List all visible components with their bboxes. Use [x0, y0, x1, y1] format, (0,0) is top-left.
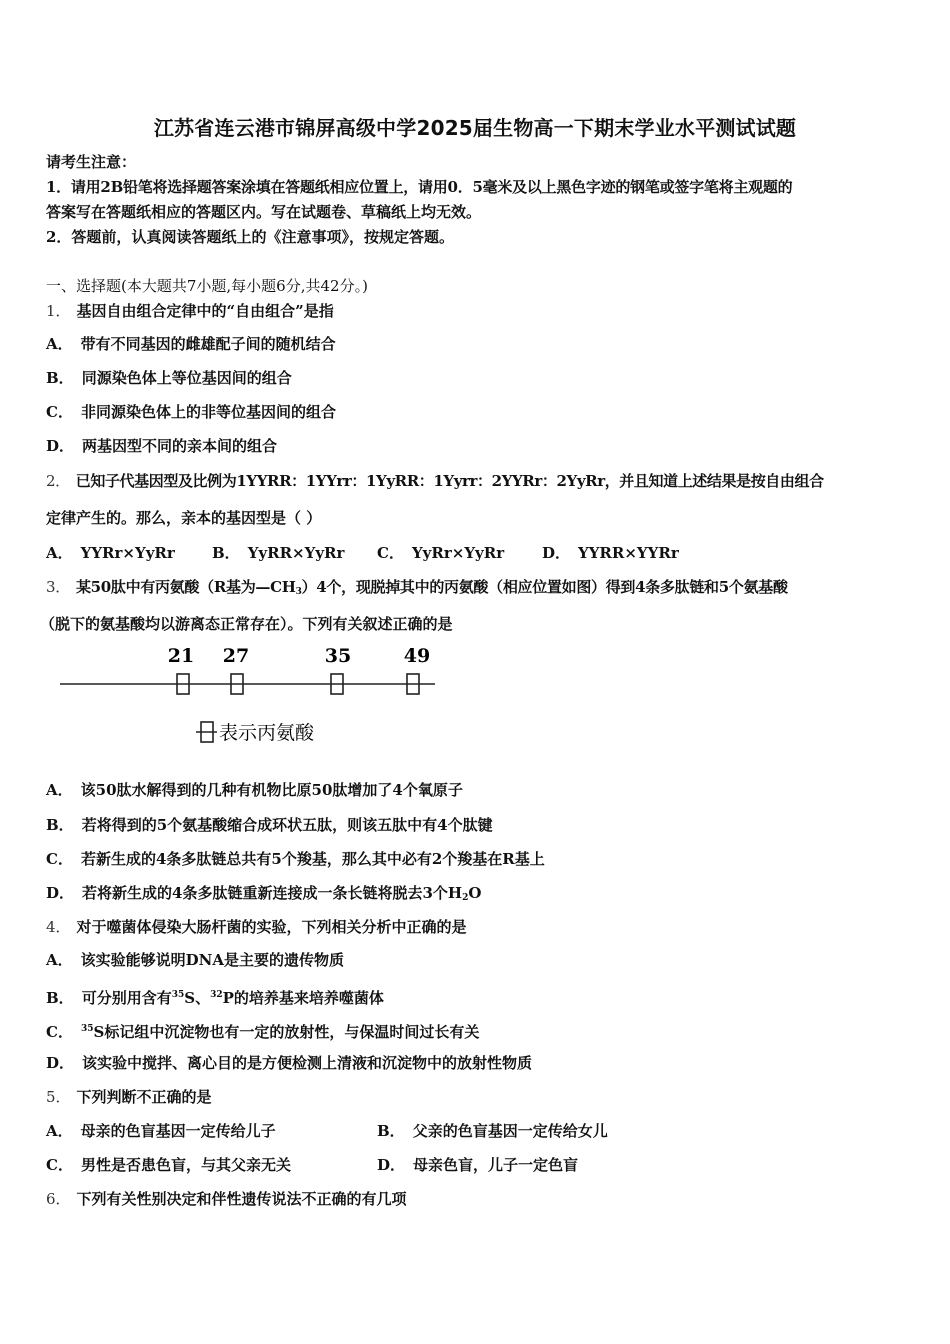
- option-text: 若将新生成的4条多肽链重新连接成一条长链将脱去3个$H_2O$: [82, 884, 482, 903]
- notice-heading: 请考生注意：: [46, 153, 137, 171]
- option-text: 可分别用含有$^{35}$S、$^{32}$P的培养基来培养噬菌体: [81, 989, 384, 1007]
- option-text: YYRR×YYRr: [578, 544, 679, 562]
- q1-option-b: [46, 368, 292, 388]
- q3-option-a: [46, 780, 463, 800]
- alanine-position-figure: [55, 640, 445, 750]
- section-heading: 一、选择题(本大题共7小题,每小题6分,共42分。): [46, 277, 368, 295]
- q4-option-c: [46, 1019, 479, 1042]
- option-text: 母亲的色盲基因一定传给儿子: [80, 1122, 276, 1140]
- question-6: [46, 1189, 407, 1209]
- q3-option-d: [46, 883, 481, 908]
- option-text: 若将得到的5个氨基酸缩合成环状五肽，则该五肽中有4个肽键: [81, 816, 493, 834]
- option-label: B．: [46, 369, 74, 387]
- question-stem: 已知子代基因型及比例为1YYRR：1YYrr：1YyRR：1Yyrr：2YYRr：2YyRr，并且知道上述结果是按自由组合: [75, 472, 824, 490]
- question-5: [46, 1087, 212, 1107]
- question-stem: 基因自由组合定律中的“自由组合”是指: [76, 302, 334, 320]
- option-text: 男性是否患色盲，与其父亲无关: [80, 1156, 291, 1174]
- q5-option-d: [377, 1155, 578, 1175]
- position-label: 27: [222, 645, 250, 667]
- option-label: B．: [46, 989, 74, 1007]
- question-2-cont: 定律产生的。那么，亲本的基因型是（ ）: [46, 509, 322, 527]
- option-text: 父亲的色盲基因一定传给女儿: [412, 1122, 608, 1140]
- question-4: [46, 917, 467, 937]
- q2-option-b: [212, 543, 344, 563]
- q1-option-d: [46, 436, 277, 456]
- question-stem: 对于噬菌体侵染大肠杆菌的实验，下列相关分析中正确的是: [76, 918, 467, 936]
- question-1: [46, 301, 334, 321]
- option-text: YyRr×YyRr: [411, 544, 505, 562]
- option-label: C．: [46, 850, 73, 868]
- option-label: D．: [46, 437, 75, 455]
- q3-option-c: [46, 849, 545, 869]
- q1-option-a: [46, 334, 336, 354]
- question-stem: 下列有关性别决定和伴性遗传说法不正确的有几项: [76, 1190, 407, 1208]
- option-label: D．: [377, 1156, 406, 1174]
- notice-line-2: 2．答题前，认真阅读答题纸上的《注意事项》，按规定答题。: [46, 228, 454, 246]
- q2-option-c: [377, 543, 504, 563]
- question-stem: 某50肽中有丙氨酸（R基为$—CH_3)4$个，现脱掉其中的丙氨酸（相应位置如图）得到4条多肽链和5个氨基酸: [75, 578, 788, 597]
- q5-option-c: [46, 1155, 291, 1175]
- option-label: A．: [46, 781, 73, 799]
- option-label: D．: [46, 1054, 75, 1072]
- position-label: 35: [324, 645, 352, 667]
- option-label: C．: [46, 1023, 73, 1041]
- option-text: 母亲色盲，儿子一定色盲: [413, 1156, 579, 1174]
- option-label: C．: [46, 403, 73, 421]
- q4-option-b: [46, 985, 384, 1008]
- q1-option-c: [46, 402, 336, 422]
- option-text: 两基因型不同的亲本间的组合: [82, 437, 278, 455]
- option-label: B．: [377, 1122, 405, 1140]
- option-text: $^{35}$S标记组中沉淀物也有一定的放射性，与保温时间过长有关: [80, 1023, 480, 1041]
- question-3: [46, 577, 788, 602]
- question-number: 4．: [46, 918, 71, 936]
- option-label: A．: [46, 1122, 73, 1140]
- option-label: D．: [542, 544, 571, 562]
- option-label: C．: [377, 544, 404, 562]
- option-text: 若新生成的4条多肽链总共有5个羧基，那么其中必有2个羧基在R基上: [80, 850, 545, 868]
- option-label: A．: [46, 335, 73, 353]
- option-text: 带有不同基因的雌雄配子间的随机结合: [80, 335, 336, 353]
- figure-legend: 表示丙氨酸: [219, 722, 315, 744]
- option-label: A．: [46, 544, 73, 562]
- q4-option-d: [46, 1053, 532, 1073]
- position-label: 21: [167, 645, 195, 667]
- question-2: [46, 471, 824, 491]
- option-label: A．: [46, 951, 73, 969]
- notice-line-1: 1．请用2B铅笔将选择题答案涂填在答题纸相应位置上，请用0．5毫米及以上黑色字迹的钢笔或签字笔将主观题的: [46, 178, 793, 196]
- notice-line-1-cont: 答案写在答题纸相应的答题区内。写在试题卷、草稿纸上均无效。: [46, 203, 482, 221]
- q2-option-a: [46, 543, 175, 563]
- q5-option-a: [46, 1121, 276, 1141]
- q5-option-b: [377, 1121, 608, 1141]
- question-3-cont: （脱下的氨基酸均以游离态正常存在）。下列有关叙述正确的是: [40, 615, 453, 633]
- option-text: YYRr×YyRr: [80, 544, 175, 562]
- option-label: C．: [46, 1156, 73, 1174]
- option-text: 该实验中搅拌、离心目的是方便检测上清液和沉淀物中的放射性物质: [82, 1054, 533, 1072]
- option-text: 该50肽水解得到的几种有机物比原50肽增加了4个氧原子: [80, 781, 463, 799]
- position-label: 49: [403, 645, 431, 667]
- option-label: B．: [46, 816, 74, 834]
- question-number: 3．: [46, 578, 70, 596]
- question-number: 6．: [46, 1190, 71, 1208]
- question-number: 1．: [46, 302, 71, 320]
- q2-option-d: [542, 543, 679, 563]
- question-number: 5．: [46, 1088, 71, 1106]
- option-text: YyRR×YyRr: [247, 544, 345, 562]
- question-number: 2．: [46, 472, 70, 490]
- option-text: 该实验能够说明DNA是主要的遗传物质: [80, 951, 344, 969]
- q3-option-b: [46, 815, 493, 835]
- question-stem: 下列判断不正确的是: [76, 1088, 212, 1106]
- page-title: 江苏省连云港市锦屏高级中学2025届生物高一下期末学业水平测试试题: [153, 116, 797, 140]
- option-label: B．: [212, 544, 240, 562]
- q4-option-a: [46, 950, 344, 970]
- option-text: 非同源染色体上的非等位基因间的组合: [80, 403, 336, 421]
- option-label: D．: [46, 884, 75, 902]
- option-text: 同源染色体上等位基因间的组合: [81, 369, 292, 387]
